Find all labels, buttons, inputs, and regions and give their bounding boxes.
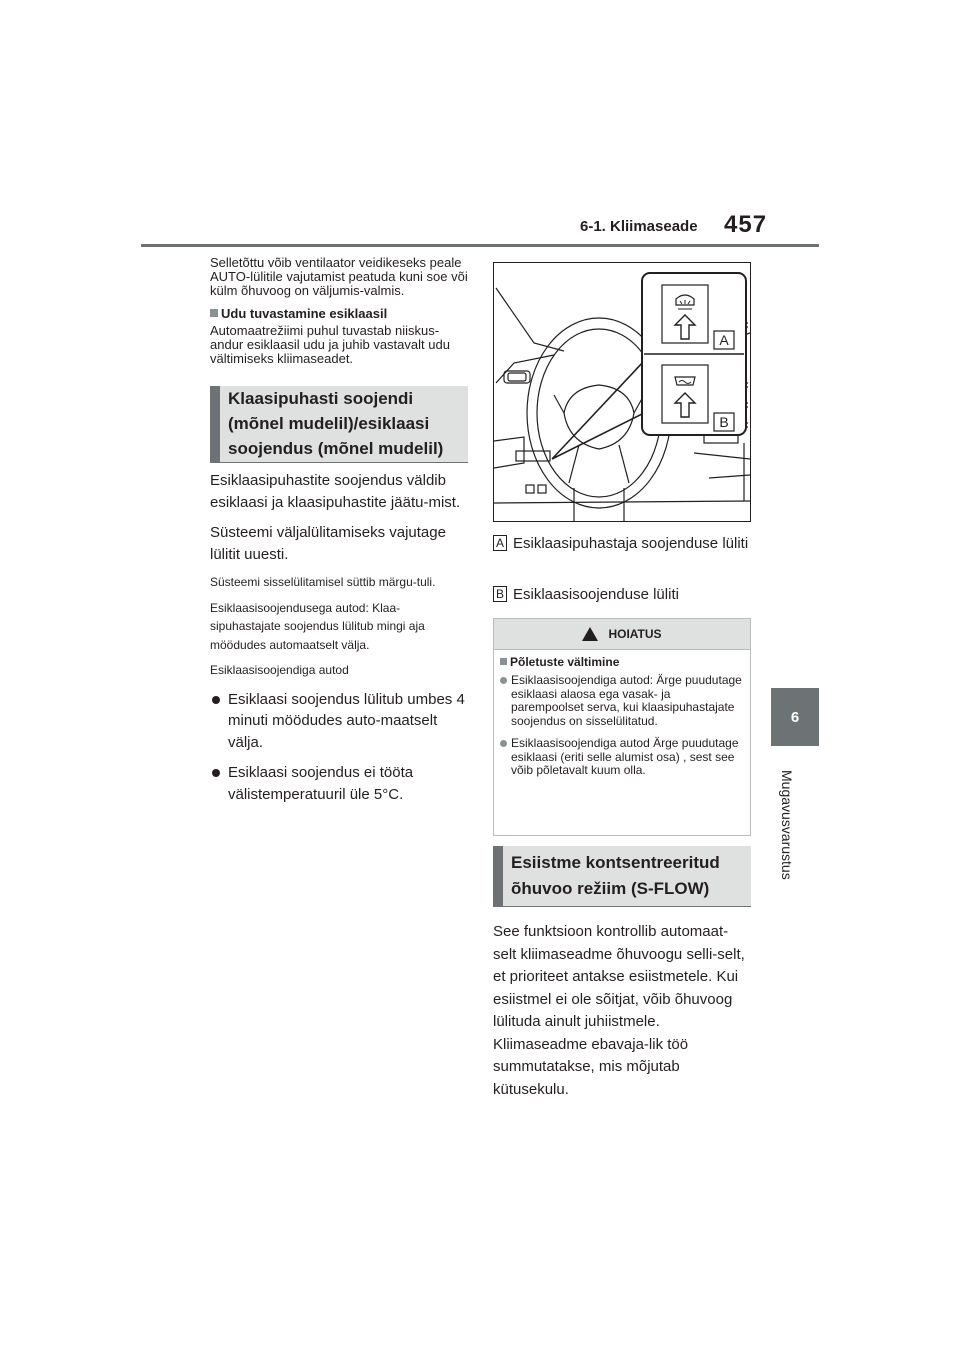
caption-b-text: Esiklaasisoojenduse lüliti <box>513 586 679 603</box>
chapter-number: 6 <box>790 708 800 726</box>
page-number: 457 <box>724 211 768 238</box>
bullet-dot-icon <box>500 740 507 747</box>
heading-rule <box>210 462 468 463</box>
caption-tag-b: B <box>493 586 507 602</box>
warning-title: HOIATUS <box>608 627 662 641</box>
bullet-dot-icon <box>500 677 507 684</box>
caption-a-text: Esiklaasipuhastaja soojenduse lüliti <box>513 535 749 552</box>
left-column <box>210 256 468 805</box>
fog-text: Automaatrežiimi puhul tuvastab niiskus-andur esiklaasil udu ja juhib vastavalt udu vältimiseks kliimaseadet. <box>210 323 450 366</box>
caption-a <box>493 533 753 554</box>
right-section <box>493 846 751 1101</box>
caption-tag-a: A <box>493 535 507 551</box>
dashboard-drawing <box>494 263 750 521</box>
bullet-item: Esiklaasi soojendus lülitub umbes 4 minuti möödudes auto-maatselt välja. <box>210 689 468 754</box>
intro-text: Selletõttu võib ventilaator veidikeseks peale AUTO-lülitile vajutamist peatuda kuni soe või külm õhuvoog on väljumis-valmis. <box>210 255 468 298</box>
para-wiper-heater: Esiklaasipuhastite soojendus väldib esiklaasi ja klaasipuhastite jäätu-mist. <box>210 472 461 511</box>
heading-bar <box>210 386 220 462</box>
figure-label-b: B <box>719 414 729 430</box>
section-label: 6-1. Kliimaseade <box>580 218 698 235</box>
note-windshield-heater: Esiklaasisoojendiga autod <box>210 663 349 677</box>
note-wiper-auto-off: Esiklaasisoojendusega autod: Klaa-sipuhastajate soojendus lülitub mingi aja möödudes automaatselt välja. <box>210 600 425 652</box>
square-bullet-icon <box>500 658 507 665</box>
chapter-label: Mugavusvarustus <box>779 770 795 880</box>
heading-rule <box>493 906 751 907</box>
section-title: Klaasipuhasti soojendi (mõnel mudelil)/esiklaasi soojendus (mõnel mudelil) <box>228 389 444 458</box>
bullet-dot-icon <box>212 769 220 777</box>
para-switch-off: Süsteemi väljalülitamiseks vajutage lülitit uuesti. <box>210 524 446 563</box>
section-heading-band <box>210 386 468 462</box>
caption-b <box>493 584 753 605</box>
chapter-tab <box>771 688 819 746</box>
note-indicator: Süsteemi sisselülitamisel süttib märgu-tuli. <box>210 575 436 589</box>
s-flow-paragraph: See funktsioon kontrollib automaat-selt kliimaseadme õhuvoogu selli-selt, et prioriteet antakse esiistmetele. Kui esiistmel ei ole sõitjat, võib õhuvoog lülituda ainult juhiistmele. Kliimaseadme ebavaja-lik töö summutatakse, mis mõjutab kütusekulu. <box>493 923 745 1098</box>
warning-item: Esiklaasisoojendiga autod: Ärge puudutage esiklaasi alaosa ega vasak- ja parempoolset serva, kui klaasipuhastajate soojendus on sisselülitatud. <box>500 674 744 728</box>
heading-bar <box>493 846 503 906</box>
section-title: Esiistme kontsentreeritud õhuvoo režiim (S-FLOW) <box>511 853 720 898</box>
section-heading-band <box>493 846 751 906</box>
figure-label-a: A <box>719 332 729 348</box>
warning-subheading: Põletuste vältimine <box>500 655 750 669</box>
warning-item: Esiklaasisoojendiga autod Ärge puudutage esiklaasi (eriti selle alumist osa) , sest see võib põletavalt kuum olla. <box>500 737 744 778</box>
bullet-item: Esiklaasi soojendus ei tööta välistemperatuuril üle 5°C. <box>210 762 468 805</box>
warning-triangle-icon <box>582 627 598 641</box>
warning-header <box>494 619 750 650</box>
square-bullet-icon <box>210 309 218 317</box>
fog-heading <box>210 306 468 321</box>
dashboard-illustration <box>493 262 751 522</box>
fog-heading-text: Udu tuvastamine esiklaasil <box>221 306 388 321</box>
warning-box <box>493 618 751 836</box>
header-rule <box>141 244 819 247</box>
bullet-dot-icon <box>212 696 220 704</box>
